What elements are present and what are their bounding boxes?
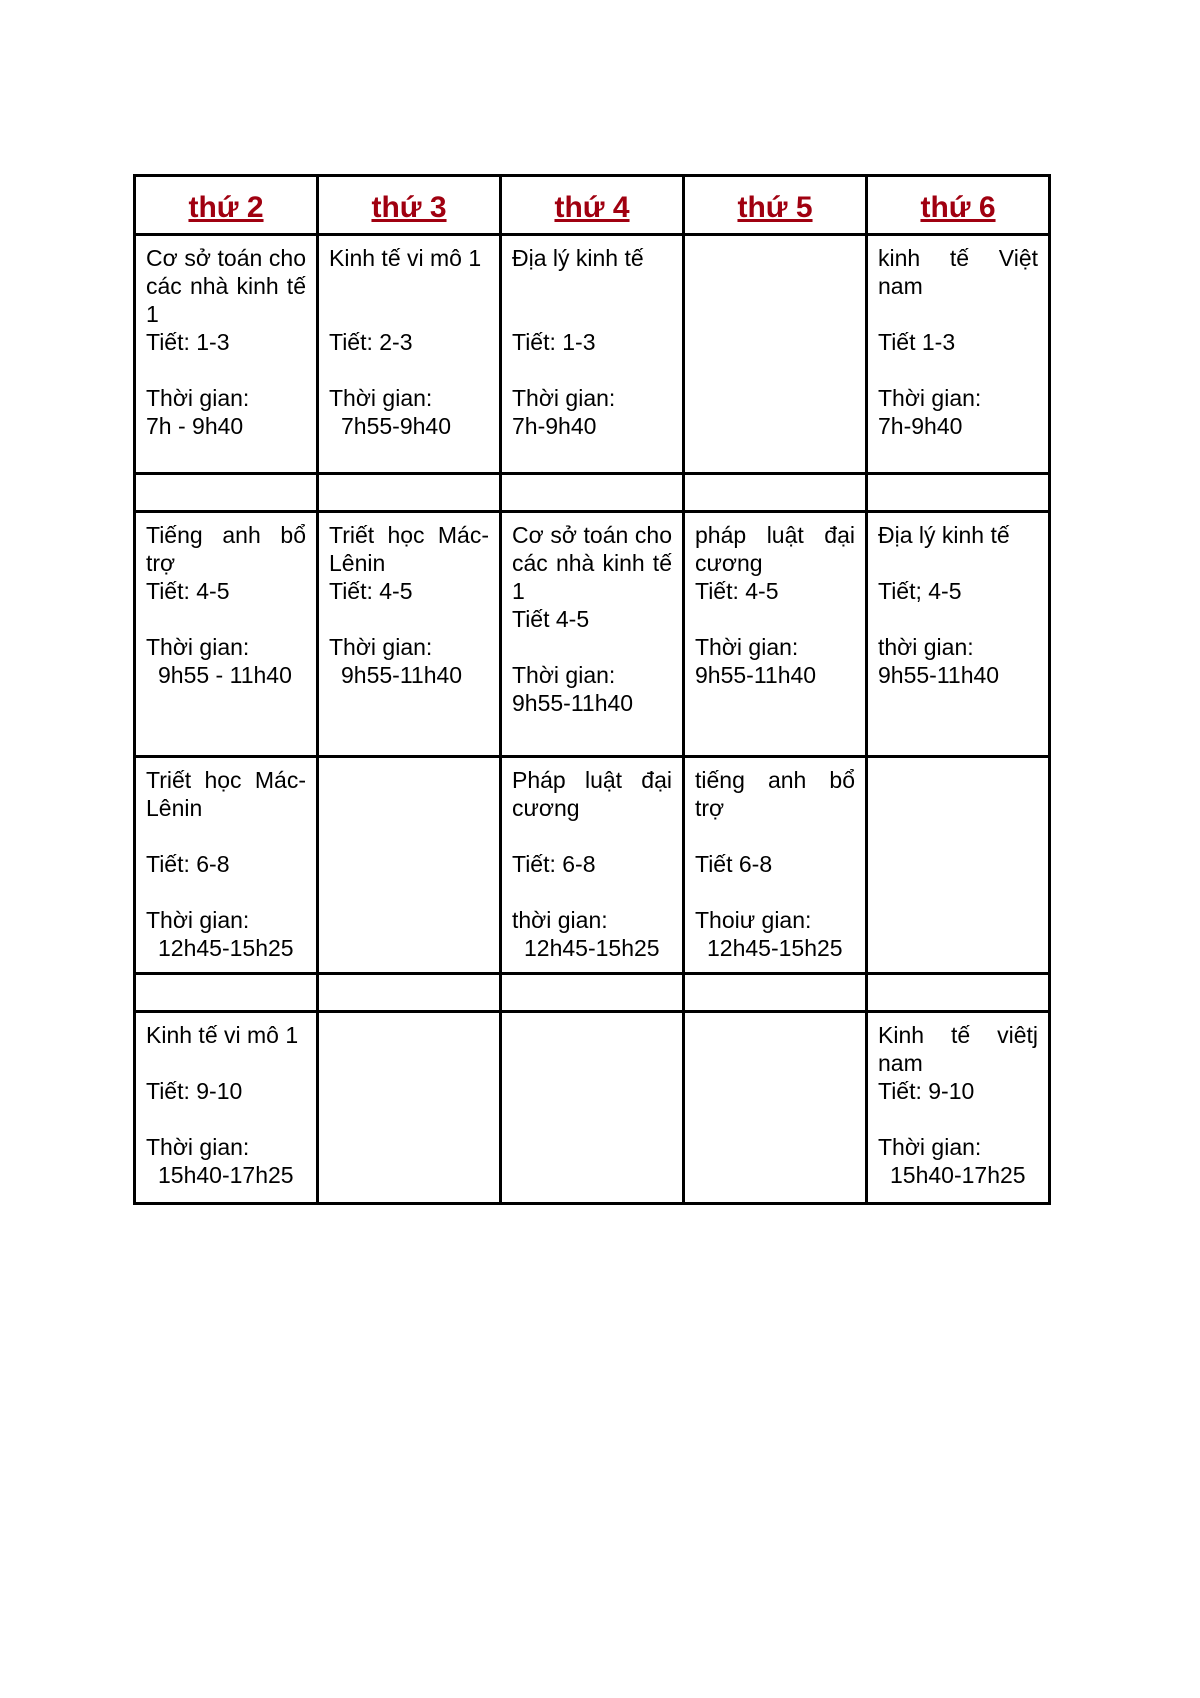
- empty-cell: [684, 974, 867, 1012]
- time-label: Thoiư gian:: [695, 907, 812, 933]
- subject-name: Cơ sở toán cho các nhà kinh tế 1: [146, 245, 306, 327]
- class-cell: [684, 757, 867, 974]
- class-cell: [135, 512, 318, 757]
- subject-name: [695, 244, 855, 328]
- time-value: 7h-9h40: [512, 413, 597, 439]
- subject-name: Kinh tế vi mô 1: [146, 1022, 299, 1048]
- class-cell: [684, 235, 867, 474]
- subject-name: Địa lý kinh tế: [878, 522, 1010, 548]
- class-cell: [867, 235, 1050, 474]
- time-value: 9h55-11h40: [695, 662, 817, 688]
- class-cell: [135, 1012, 318, 1204]
- time-value: 15h40-17h25: [890, 1162, 1026, 1188]
- subject-name: tiếng anh bổ trợ: [695, 767, 855, 821]
- subject-name: Kinh tế vi mô 1: [329, 245, 482, 271]
- time-value: 15h40-17h25: [158, 1162, 294, 1188]
- time-value: 9h55-11h40: [878, 662, 1000, 688]
- time-label: Thời gian:: [878, 385, 982, 411]
- spacer-row: [135, 474, 1050, 512]
- subject-name: Pháp luật đại cương: [512, 767, 672, 821]
- time-value: 7h-9h40: [878, 413, 963, 439]
- period-row: [135, 1012, 1050, 1204]
- subject-name: Kinh tế viêtj nam: [878, 1022, 1038, 1076]
- period-label: Tiết: 2-3: [329, 329, 413, 355]
- day-header: thứ 2: [135, 176, 318, 235]
- empty-cell: [135, 474, 318, 512]
- empty-cell: [318, 974, 501, 1012]
- time-label: Thời gian:: [146, 385, 250, 411]
- class-cell: [867, 757, 1050, 974]
- time-value: 9h55-11h40: [512, 690, 634, 716]
- period-label: Tiết 6-8: [695, 851, 773, 877]
- period-label: Tiết: 4-5: [695, 578, 779, 604]
- class-cell: [501, 1012, 684, 1204]
- subject-name: [695, 1021, 855, 1077]
- class-cell: [318, 235, 501, 474]
- class-cell: [318, 757, 501, 974]
- time-label: thời gian:: [512, 907, 608, 933]
- day-header: thứ 4: [501, 176, 684, 235]
- subject-name: pháp luật đại cương: [695, 522, 855, 576]
- period-row: [135, 512, 1050, 757]
- time-label: Thời gian:: [146, 907, 250, 933]
- empty-cell: [867, 474, 1050, 512]
- period-label: Tiết: 1-3: [146, 329, 230, 355]
- period-label: Tiết 4-5: [512, 606, 590, 632]
- subject-name: [878, 766, 1038, 850]
- subject-name: [329, 766, 489, 850]
- period-label: Tiết: 6-8: [512, 851, 596, 877]
- empty-cell: [501, 974, 684, 1012]
- timetable: [133, 174, 1051, 1205]
- class-cell: [684, 512, 867, 757]
- class-cell: [318, 1012, 501, 1204]
- day-header: thứ 3: [318, 176, 501, 235]
- period-row: [135, 757, 1050, 974]
- empty-cell: [318, 474, 501, 512]
- time-label: Thời gian:: [329, 634, 433, 660]
- period-label: Tiết; 4-5: [878, 578, 962, 604]
- class-cell: [867, 512, 1050, 757]
- day-header-row: [135, 176, 1050, 235]
- period-label: Tiết: 6-8: [146, 851, 230, 877]
- subject-name: [512, 1021, 672, 1077]
- class-cell: [684, 1012, 867, 1204]
- time-label: Thời gian:: [146, 634, 250, 660]
- subject-name: [329, 1021, 489, 1077]
- time-value: 9h55-11h40: [341, 662, 463, 688]
- period-label: Tiết: 4-5: [329, 578, 413, 604]
- time-label: Thời gian:: [329, 385, 433, 411]
- subject-name: Cơ sở toán cho các nhà kinh tế 1: [512, 522, 672, 604]
- period-label: Tiết: 9-10: [146, 1078, 243, 1104]
- period-label: Tiết: 1-3: [512, 329, 596, 355]
- empty-cell: [135, 974, 318, 1012]
- time-label: Thời gian:: [146, 1134, 250, 1160]
- time-label: thời gian:: [878, 634, 974, 660]
- subject-name: Triết học Mác-Lênin: [146, 767, 306, 821]
- empty-cell: [684, 474, 867, 512]
- class-cell: [867, 1012, 1050, 1204]
- time-value: 9h55 - 11h40: [158, 662, 292, 688]
- time-label: Thời gian:: [512, 662, 616, 688]
- period-label: Tiết: 9-10: [878, 1078, 975, 1104]
- period-row: [135, 235, 1050, 474]
- time-value: 12h45-15h25: [158, 935, 294, 961]
- period-label: Tiết 1-3: [878, 329, 956, 355]
- day-header: thứ 5: [684, 176, 867, 235]
- time-value: 12h45-15h25: [707, 935, 843, 961]
- time-label: Thời gian:: [512, 385, 616, 411]
- period-label: Tiết: 4-5: [146, 578, 230, 604]
- class-cell: [135, 235, 318, 474]
- class-cell: [501, 512, 684, 757]
- empty-cell: [867, 974, 1050, 1012]
- spacer-row: [135, 974, 1050, 1012]
- day-header: thứ 6: [867, 176, 1050, 235]
- subject-name: Triết học Mác-Lênin: [329, 522, 489, 576]
- class-cell: [135, 757, 318, 974]
- time-label: Thời gian:: [878, 1134, 982, 1160]
- timetable-body: [135, 235, 1050, 1204]
- class-cell: [501, 757, 684, 974]
- time-value: 7h - 9h40: [146, 413, 244, 439]
- class-cell: [318, 512, 501, 757]
- time-value: 7h55-9h40: [341, 413, 451, 439]
- subject-name: Địa lý kinh tế: [512, 245, 644, 271]
- subject-name: Tiếng anh bổ trợ: [146, 522, 306, 576]
- class-cell: [501, 235, 684, 474]
- time-label: Thời gian:: [695, 634, 799, 660]
- subject-name: kinh tế Việt nam: [878, 245, 1038, 299]
- empty-cell: [501, 474, 684, 512]
- time-value: 12h45-15h25: [524, 935, 660, 961]
